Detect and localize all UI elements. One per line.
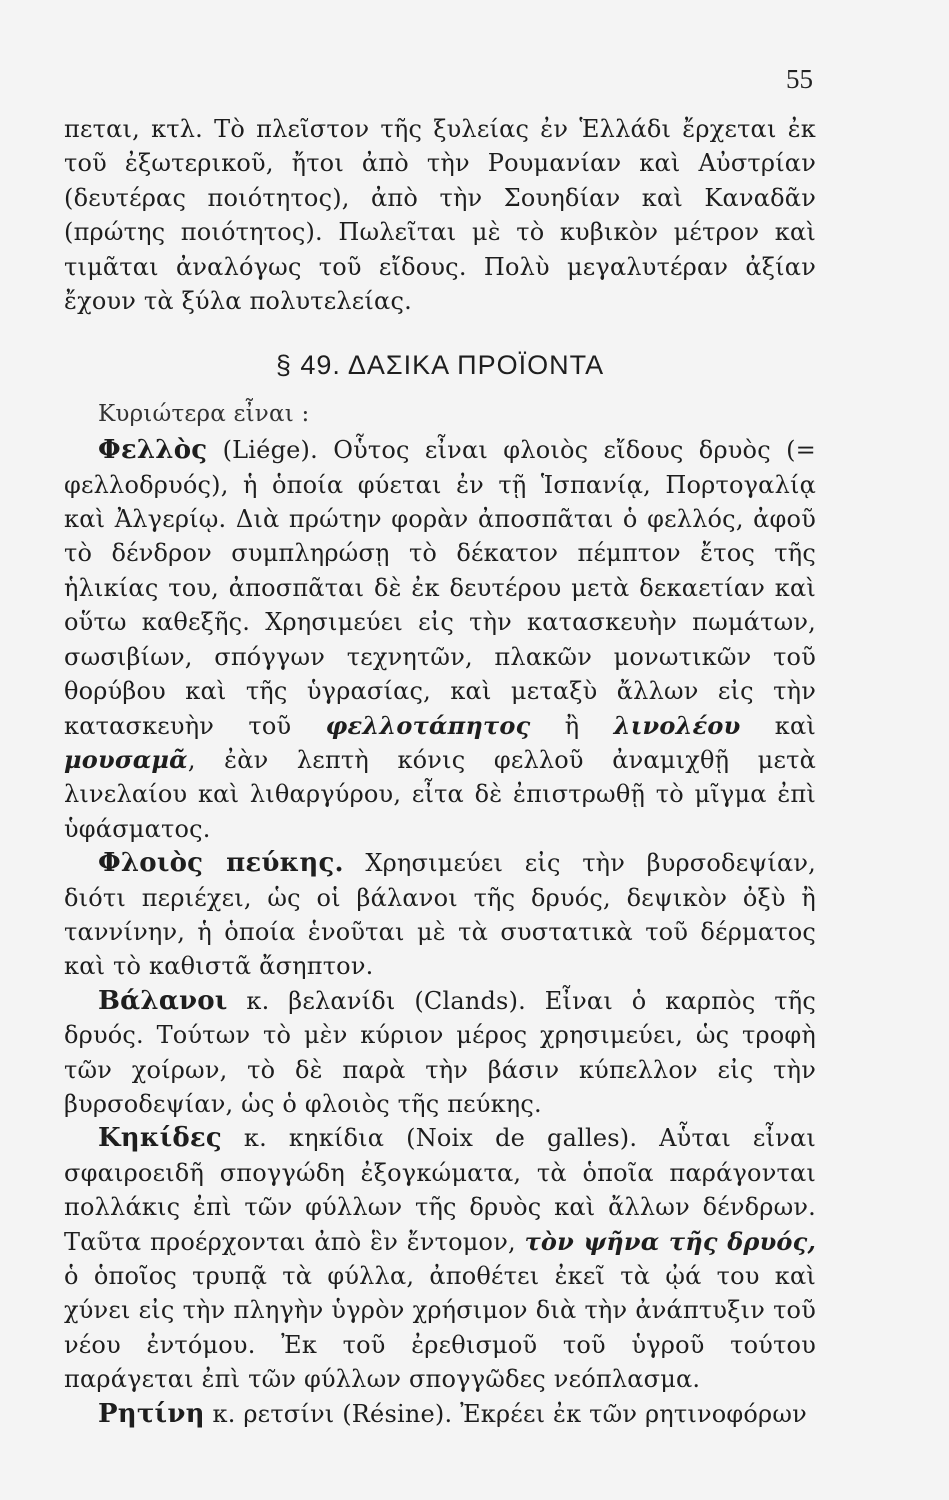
entry-term: Κηκίδες [98,1123,222,1154]
entry-text: ὁ ὁποῖος τρυπᾷ τὰ φύλλα, ἀποθέτει ἐκεῖ τὰ ᾠά του καὶ χύνει εἰς τὴν πληγὴν ὑγρὸν χρήσιμον διὰ τὴν ἀνάπτυξιν τοῦ νέου ἐντόμου. Ἐκ τοῦ ἐρεθισμοῦ τοῦ ὑγροῦ τούτου παράγεται ἐπὶ τῶν φύλλων σπογγῶδες νεόπλασμα. [64,1262,816,1394]
page-body [64,112,816,1431]
entry-text: κ. ρετσίνι (Résine). Ἐκρέει ἐκ τῶν ρητινοφόρων [204,1399,807,1428]
entry-term: Φελλὸς [98,435,208,466]
entry-term: Φλοιὸς πεύκης. [98,848,344,879]
entry-text: (Liége). Οὗτος εἶναι φλοιὸς εἴδους δρυὸς (= φελλοδρυός), ἡ ὁποία φύεται ἐν τῇ Ἱσπανίᾳ, Πορτογαλίᾳ καὶ Ἀλγερίῳ. Διὰ πρώτην φορὰν ἀποσπᾶται ὁ φελλός, ἀφοῦ τὸ δένδρον συμπληρώσῃ τὸ δέκατον πέμπτον ἔτος τῆς ἡλικίας του, ἀποσπᾶται δὲ ἐκ δευτέρου μετὰ δεκαετίαν καὶ οὕτω καθεξῆς. Χρησιμεύει εἰς τὴν κατασκευὴν πωμάτων, σωσιβίων, σπόγγων τεχνητῶν, πλακῶν μονωτικῶν τοῦ θορύβου καὶ τῆς ὑγρασίας, καὶ μεταξὺ ἄλλων εἰς τὴν κατασκευὴν τοῦ [64,436,816,740]
entry-felos [64,433,816,846]
emphasis: λινολέου [613,710,741,740]
emphasis: τὸν ψῆνα τῆς δρυός, [524,1226,816,1256]
entry-text: , ἐὰν λεπτὴ κόνις φελλοῦ ἀναμιχθῇ μετὰ λινελαίου καὶ λιθαργύρου, εἶτα δὲ ἐπιστρωθῇ τὸ μῖγμα ἐπὶ ὑφάσματος. [64,745,816,843]
entry-text: κ. βελανίδι (Clands). Εἶναι ὁ καρπὸς τῆς δρυός. Τούτων τὸ μὲν κύριον μέρος χρησιμεύει, ὡς τροφὴ τῶν χοίρων, τὸ δὲ παρὰ τὴν βάσιν κύπελλον εἰς τὴν βυρσοδεψίαν, ὡς ὁ φλοιὸς τῆς πεύκης. [64,986,816,1118]
entry-kikides [64,1121,816,1396]
entry-text: ἢ [530,711,614,740]
emphasis: φελλοτάπητος [325,710,531,740]
entry-text: καὶ [740,711,816,740]
section-heading: § 49. ΔΑΣΙΚΑ ΠΡΟΪΟΝΤΑ [275,350,605,381]
page-number: 55 [786,64,813,94]
entry-term: Βάλανοι [98,985,228,1016]
entry-floios [64,846,816,984]
intro-paragraph: πεται, κτλ. Τὸ πλεῖστον τῆς ξυλείας ἐν Ἑλλάδι ἔρχεται ἐκ τοῦ ἐξωτερικοῦ, ἤτοι ἀπὸ τὴν Ρουμανίαν καὶ Αὐστρίαν (δευτέρας ποιότητος), ἀπὸ τὴν Σουηδίαν καὶ Καναδᾶν (πρώτης ποιότητος). Πωλεῖται μὲ τὸ κυβικὸν μέτρον καὶ τιμᾶται ἀναλόγως τοῦ εἴδους. Πολὺ μεγαλυτέραν ἀξίαν ἔχουν τὰ ξύλα πολυτελείας. [64,115,816,316]
entry-text: κ. κηκίδια (Noix de galles). Αὗται εἶναι σφαιροειδῆ σπογγώδη ἐξογκώματα, τὰ ὁποῖα παράγονται πολλάκις ἐπὶ τῶν φύλλων τῆς δρυὸς καὶ ἄλλων δένδρων. Ταῦτα προέρχονται ἀπὸ ἓν ἔντομον, [64,1124,816,1256]
emphasis: μουσαμᾶ [64,744,188,774]
entry-ritini [64,1397,816,1431]
entry-text: Χρησιμεύει εἰς τὴν βυρσοδεψίαν, διότι περιέχει, ὡς οἱ βάλανοι τῆς δρυός, δεψικὸν ὀξὺ ἢ ταννίνην, ἡ ὁποία ἑνοῦται μὲ τὰ συστατικὰ τοῦ δέρματος καὶ τὸ καθιστᾶ ἄσηπτον. [64,849,816,981]
entry-term: Ρητίνη [98,1398,205,1429]
lead-in: Κυριώτερα εἶναι : [98,400,310,427]
entry-valanoi [64,984,816,1122]
